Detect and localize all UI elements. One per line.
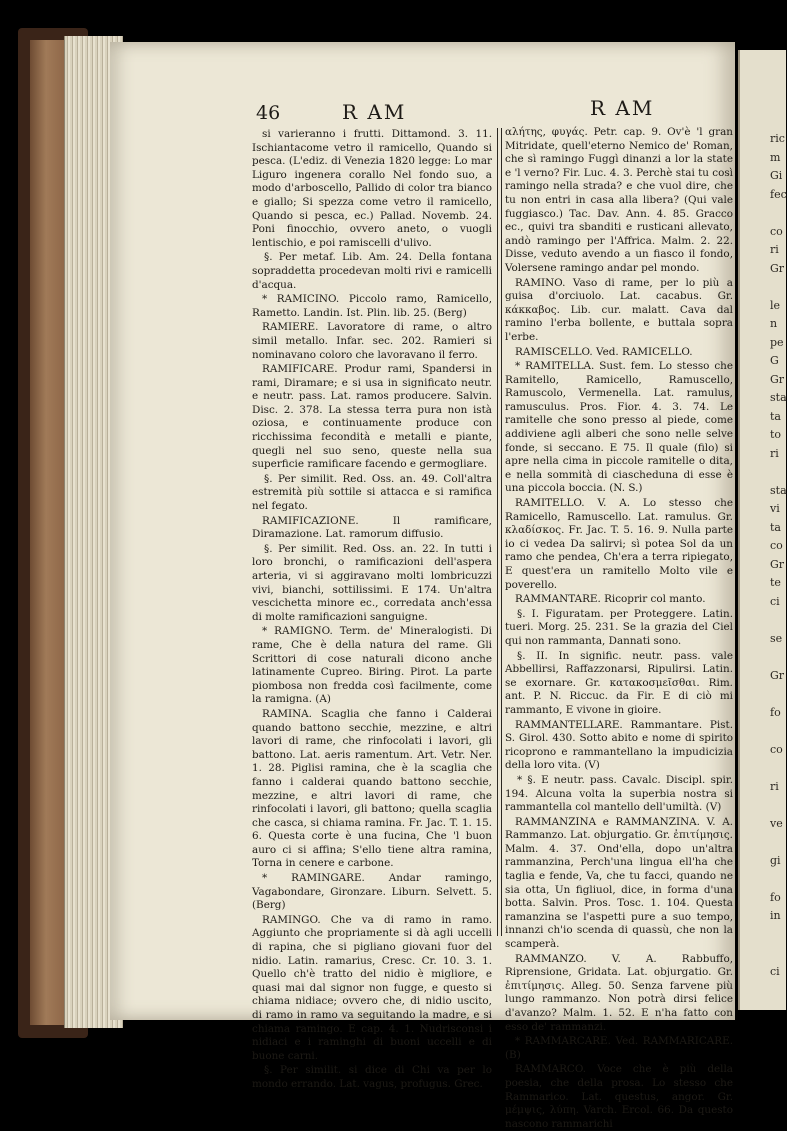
facing-page-fragment: se <box>770 631 783 645</box>
facing-page-fragment: fec <box>770 187 787 201</box>
dictionary-entry: RAMMANZO. V. A. Rabbuffo, Riprensione, Gridata. Lat. objurgatio. Gr. ἐπιτίμησις. Alleg. 50. Senza farvene più lungo rammanzo. Non potrà dirsi felice d'avanzo? Malm. 1. 52. E n'ha fatto con esso de' rammanzi. <box>505 952 733 1033</box>
facing-page-fragment: ri <box>770 779 779 793</box>
facing-page-fragment: Gr <box>770 557 785 571</box>
facing-page-fragment: ta <box>770 520 781 534</box>
dictionary-entry: RAMINO. Vaso di rame, per lo più a guisa d'orciuolo. Lat. cacabus. Gr. κάκκαβος. Lib. cur. malatt. Cava dal ramino l'erba bollente, e buttala sopra l'erbe. <box>505 276 733 343</box>
dictionary-entry: RAMIFICARE. Produr rami, Spandersi in rami, Diramare; e si usa in significato neutr. e neutr. pass. Lat. ramos producere. Salvin. Disc. 2. 378. La stessa terra pura non istà oziosa, e continuamente produce con ricchissima fecondità e metalli e piante, quegli nel suo seno, queste nella sua superficie ramificare facendo e germogliare. <box>252 363 492 471</box>
dictionary-entry: RAMMANTELLARE. Rammantare. Pist. S. Girol. 430. Sotto abito e nome di spirito ricoprono e rammantellano la impudicizia della loro vita. (V) <box>505 718 733 772</box>
facing-page-fragment: in <box>770 909 781 922</box>
dictionary-entry: RAMITELLO. V. A. Lo stesso che Ramicello, Ramuscello. Lat. ramulus. Gr. κλαδίσκος. Fr. Jac. T. 5. 16. 9. Nulla parte io ci vedea Da salirvi; sì potea Sol da un ramo che pendea, Ch'era a terra ripiegato, E quest'era un ramitello Molto vile e poverello. <box>505 497 733 591</box>
facing-page-fragment: pe <box>770 335 784 349</box>
dictionary-entry: §. I. Figuratam. per Proteggere. Latin. tueri. Morg. 25. 231. Se la grazia del Ciel qui non rammanta, Dannati sono. <box>505 607 733 647</box>
dictionary-entry: * RAMMARCARE. Ved. RAMMARICARE. (B) <box>505 1035 733 1061</box>
dictionary-entry: si varieranno i frutti. Dittamond. 3. 11. Ischiantacome vetro il ramicello, Quando si pesca. (L'ediz. di Venezia 1820 legge: Lo mar Liguro ingenera corallo Nel fondo suo, a modo d'arboscello, Pallido di color tra bianco e giallo; Si spezza come vetro il ramicello, Quando si pesca, ec.) Pallad. Novemb. 24. Poni finocchio, ovvero aneto, o vuogli lentischio, e poi ramiscelli d'ulivo. <box>252 128 492 249</box>
facing-page-fragment: vi <box>770 502 780 515</box>
running-head-left: R AM <box>342 100 407 124</box>
facing-page-fragment: ve <box>770 816 783 830</box>
dictionary-entry: αλήτης, φυγάς. Petr. cap. 9. Ov'è 'l gran Mitridate, quell'eterno Nemico de' Roman, che sì ramingo Fuggì dinanzi a lor la state e 'l verno? Fir. Luc. 4. 3. Perchè stai tu così ramingo nella strada? e che vuol dire, che tu non entri in casa alla libera? (Qui vale fuggiasco.) Tac. Dav. Ann. 4. 85. Gracco ec., quivi tra sbanditi e rusticani allevato, andò ramingo per l'Affrica. Malm. 2. 22. Disse, veduto avendo a un fiasco il fondo, Volersene ramingo andar pel mondo. <box>505 126 733 274</box>
facing-page-fragment: ri <box>770 243 779 256</box>
facing-page-fragment: ta <box>770 409 781 423</box>
dictionary-entry: §. Per similit. Red. Oss. an. 22. In tutti i loro bronchi, o ramificazioni dell'aspera arteria, vi si aggiravano molti lombricuzzi vivi, bianchi, sottilissimi. E 174. Un'altra vescichetta minore ec., corredata anch'essa di molte ramificazioni sanguigne. <box>252 542 492 623</box>
dictionary-entry: §. Per metaf. Lib. Am. 24. Della fontana sopraddetta procedevan molti rivi e ramicelli d'acqua. <box>252 251 492 291</box>
facing-page-fragment: ri <box>770 446 779 460</box>
dictionary-entry: §. Per similit. si dice di Chi va per lo mondo errando. Lat. vagus, profugus. Grec. <box>252 1064 492 1090</box>
facing-page-fragment: le <box>770 298 781 312</box>
facing-page-fragment: m <box>770 150 781 164</box>
page-number: 46 <box>256 102 281 124</box>
facing-page-fragment: G <box>770 354 779 367</box>
facing-page-fragment: n <box>770 317 778 330</box>
facing-page-fragment: co <box>770 224 783 238</box>
left-column <box>252 128 492 1090</box>
dictionary-entry: * §. E neutr. pass. Cavalc. Discipl. spir. 194. Alcuna volta la superbia nostra si rammantella col mantello dell'umiltà. (V) <box>505 773 733 814</box>
facing-page-fragment: Gr <box>770 261 785 275</box>
facing-page-fragment: fo <box>770 890 781 904</box>
facing-page-fragment: sta <box>770 483 787 497</box>
dictionary-entry: RAMMANZINA e RAMMANZINA. V. A. Rammanzo. Lat. objurgatio. Gr. ἐπιτίμησις. Malm. 4. 37. Ond'ella, dopo un'altra rammanzina, Perch'una lingua ell'ha che taglia e fende, Va, che tu facci, quando ne sia otta, Un figliuol, dice, in forma d'una botta. Salvin. Pros. Tosc. 1. 104. Questa ramanzina se l'aspetti pure a suo tempo, innanzi ch'io scenda di quassù, che non la scamperà. <box>505 815 733 951</box>
facing-page-fragment: ci <box>770 594 780 608</box>
facing-page-fragment: to <box>770 428 782 441</box>
dictionary-entry: §. Per similit. Red. Oss. an. 49. Coll'altra estremità più sottile si attacca e si ramifica nel fegato. <box>252 472 492 513</box>
column-divider <box>497 128 502 936</box>
facing-page-fragment: ci <box>770 964 780 978</box>
dictionary-entry: RAMMARCO. Voce che è più della poesia, che della prosa. Lo stesso che Rammarico. Lat. questus, angor. Gr. μέμψις, λύπη. Varch. Ercol. 66. Da questo nascono rammarichi <box>505 1063 733 1130</box>
facing-page-fragment: Gr <box>770 668 785 682</box>
dictionary-entry: * RAMINGARE. Andar ramingo, Vagabondare, Gironzare. Liburn. Selvett. 5. (Berg) <box>252 872 492 912</box>
facing-page-fragment: Gi <box>770 169 783 182</box>
facing-page-fragment: co <box>770 539 783 552</box>
facing-page-fragment: ric <box>770 132 785 145</box>
facing-page-fragment: te <box>770 576 781 589</box>
facing-page-fragment: gi <box>770 853 781 867</box>
dictionary-entry: * RAMIGNO. Term. de' Mineralogisti. Di rame, Che è della natura del rame. Gli Scrittori di cose naturali dicono anche latinamente Cupreo. Biring. Pirot. La parte piombosa non fredda così facilmente, come la ramigna. (A) <box>252 625 492 706</box>
dictionary-entry: * RAMICINO. Piccolo ramo, Ramicello, Rametto. Landin. Ist. Plin. lib. 25. (Berg) <box>252 293 492 319</box>
facing-page-fragment: co <box>770 742 783 756</box>
dictionary-entry: §. II. In signific. neutr. pass. vale Abbellirsi, Raffazzonarsi, Ripulirsi. Latin. se exornare. Gr. κατακοσμεῖσθαι. Rim. ant. P. N. Riccuc. da Fir. E di ciò mi rammanto, E vivone in gioire. <box>505 649 733 716</box>
dictionary-entry: RAMIFICAZIONE. Il ramificare, Diramazione. Lat. ramorum diffusio. <box>252 514 492 541</box>
dictionary-entry: RAMMANTARE. Ricoprir col manto. <box>515 593 706 606</box>
dictionary-entry: * RAMITELLA. Sust. fem. Lo stesso che Ramitello, Ramicello, Ramuscello, Ramuscolo, Vermenella. Lat. ramulus, ramusculus. Pros. Fior. 4. 3. 74. Le ramitelle che sono presso al piede, come addiviene agli alberi che sono nelle selve fonde, si seccano. E 75. Il quale (filo) si apre nella cima in piccole ramitelle o dita, e nella sommità di ciascheduna di esse è una piccola boccia. (N. S.) <box>505 360 733 495</box>
facing-page-fragment: fo <box>770 705 781 719</box>
dictionary-entry: RAMINA. Scaglia che fanno i Calderai quando battono secchie, mezzine, e altri lavori di rame, che rinfocolati i lavori, gli battono. Lat. aeris ramentum. Art. Vetr. Ner. 1. 28. Piglisi ramina, che è la scaglia che fanno i calderai quando battono secchie, mezzine, e altri lavori di rame, che rinfocolati i lavori, gli battono; quella scaglia che casca, si chiama ramina. Fr. Jac. T. 1. 15. 6. Questa corte è una fucina, Che 'l buon auro ci si affina; S'ello tiene altra ramina, Torna in cenere e carbone. <box>252 707 492 870</box>
facing-page-edge <box>738 50 786 1010</box>
facing-page-fragment: sta <box>770 391 787 404</box>
running-head-right: R AM <box>590 96 655 120</box>
dictionary-entry: RAMINGO. Che va di ramo in ramo. Aggiunto che propriamente si dà agli uccelli di rapina, che si pigliano giovani fuor del nidio. Latin. ramarius, Cresc. Cr. 10. 3. 1. Quello ch'è tratto del nidio è migliore, e quasi mai dal signor non fugge, e questo si chiama nidiace; ovvero che, di nidio uscito, di ramo in ramo va seguitando la madre, e si chiama ramingo. E cap. 4. 1. Nudrisconsi i nidiaci e i raminghi di buoni uccelli e di buone carni. <box>252 913 492 1062</box>
dictionary-entry: RAMIERE. Lavoratore di rame, o altro simil metallo. Infar. sec. 202. Ramieri si nominavano coloro che lavoravano il ferro. <box>252 321 492 361</box>
facing-page-fragment: Gr <box>770 372 785 386</box>
right-column <box>505 126 733 1130</box>
dictionary-entry: RAMISCELLO. Ved. RAMICELLO. <box>515 345 693 358</box>
